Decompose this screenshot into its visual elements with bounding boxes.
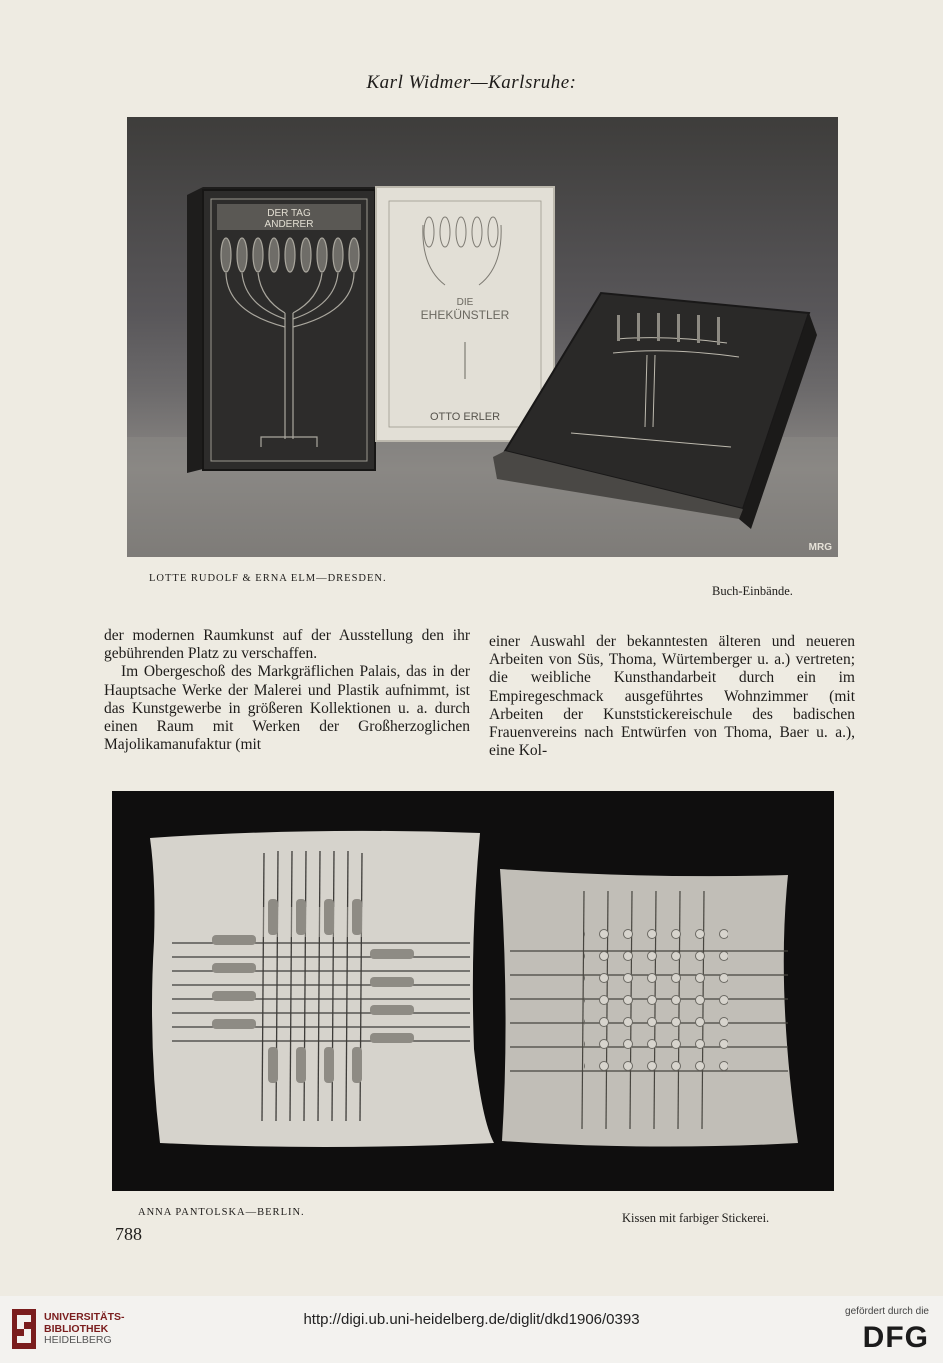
library-name-line: BIBLIOTHEK <box>44 1322 109 1335</box>
paragraph: einer Auswahl der bekanntesten älteren und neueren Arbeiten von Süs, Thoma, Würtemberger u. a.) vertreten; die weibliche Kunsthandarbeit durch ein im Empiregeschmack ausgeführtes Wohnzimmer (mit Arbeiten der Kunststickereischule des badischen Frauenvereins nach Entwürfen von Thoma, Baer u. a.), eine Kol- <box>489 633 855 760</box>
running-head: Karl Widmer—Karlsruhe: <box>366 72 577 93</box>
paragraph: der modernen Raumkunst auf der Ausstellung den ihr gebührenden Platz zu verschaffen. <box>104 627 470 663</box>
pillows-photo <box>112 791 834 1191</box>
funding-label: gefördert durch die <box>845 1306 929 1317</box>
book-middle-title-1: DIE <box>456 297 474 308</box>
book-middle <box>376 187 554 441</box>
library-name-line: HEIDELBERG <box>44 1334 112 1346</box>
book-left-title-2: ANDERER <box>264 219 314 230</box>
text-column-right <box>489 633 855 760</box>
pillow-left <box>150 831 494 1147</box>
dfg-logo: DFG <box>862 1321 929 1354</box>
digitization-footer <box>0 1296 943 1363</box>
figure1-caption: Buch-Einbände. <box>712 584 793 598</box>
book-middle-title-2: EHEKÜNSTLER <box>420 308 510 322</box>
photographer-monogram: MRG <box>808 542 832 553</box>
book-bindings-illustration <box>127 117 838 557</box>
page-number: 788 <box>115 1224 142 1244</box>
paragraph: Im Obergeschoß des Markgräflichen Palais, das in der Hauptsache Werke der Malerei und Plastik aufnimmt, ist das Kunstgewerbe in größeren Kollektionen u. a. durch einen Raum mit Werken der Großherzoglichen Majolikamanufaktur (mit <box>104 663 470 754</box>
library-name-line: UNIVERSITÄTS- <box>44 1311 125 1323</box>
book-middle-author: OTTO ERLER <box>429 411 501 423</box>
figure1-credit: LOTTE RUDOLF & ERNA ELM—DRESDEN. <box>149 573 387 584</box>
figure2-credit: ANNA PANTOLSKA—BERLIN. <box>138 1207 305 1218</box>
pillow-right <box>500 869 798 1147</box>
book-left <box>187 187 375 473</box>
figure2-caption: Kissen mit farbiger Stickerei. <box>622 1211 770 1225</box>
book-bindings-photo <box>127 117 838 557</box>
text-column-left <box>104 627 470 754</box>
book-left-title-1: DER TAG <box>267 208 311 219</box>
pillows-illustration <box>112 791 834 1191</box>
permalink-url[interactable]: http://digi.ub.uni-heidelberg.de/diglit/dkd1906/0393 <box>303 1311 640 1328</box>
